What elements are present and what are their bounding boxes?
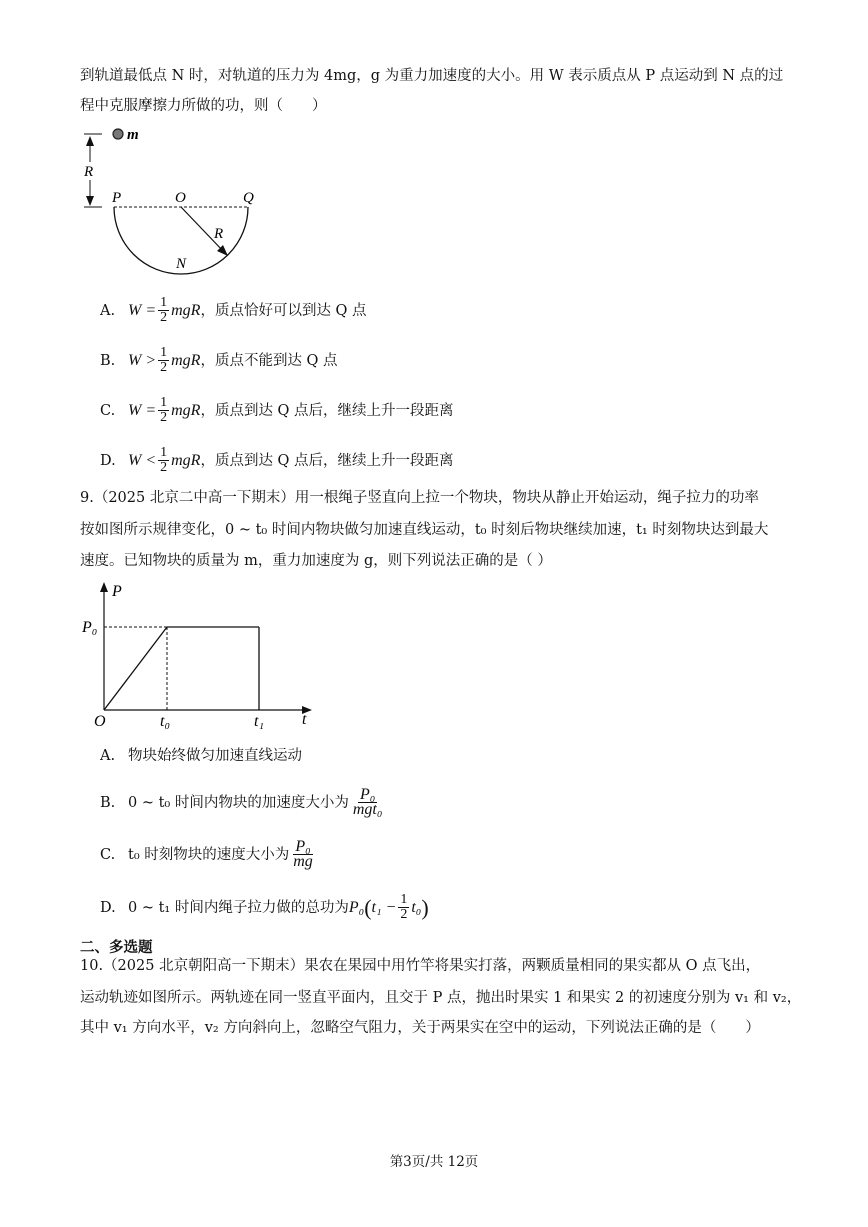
section-heading-multi-choice: 二、多选题 xyxy=(80,939,153,956)
fraction: $\frac{\text{P₀}}{mg}$ xyxy=(293,838,313,870)
left-paren: ( xyxy=(364,894,372,920)
label-Q: Q xyxy=(243,190,254,206)
q9-option-b[interactable]: B. 0 ~ t₀ 时间内物块的加速度大小为 $\frac{\text{P₀}}{\text{mgt₀}}$ xyxy=(100,786,383,818)
power-time-graph xyxy=(78,578,328,733)
q8-line-1: 到轨道最低点 N 时，对轨道的压力为 4mg，g 为重力加速度的大小。用 W 表示质点从 P 点运动到 N 点的过 xyxy=(80,68,784,84)
fraction: $\frac{1}{2}$ xyxy=(400,892,408,922)
label-m: m xyxy=(127,127,139,143)
label-t0: t₀ xyxy=(160,713,171,730)
fraction: $\frac{1}{2}$ xyxy=(160,295,168,325)
fraction: $\frac{\text{P₀}}{\text{mgt₀}}$ xyxy=(352,786,383,818)
label-R-radius: R xyxy=(214,226,224,242)
label-origin: O xyxy=(94,713,106,730)
label-P: P xyxy=(112,190,122,206)
label-R-vertical: R xyxy=(84,164,94,180)
label-O: O xyxy=(175,190,186,206)
q8-option-c[interactable]: C. W = $\frac{1}{2}$ mgR ，质点到达 Q 点后，继续上升一段距离 xyxy=(100,395,454,425)
q9-line-1: 9.（2025 北京二中高一下期末）用一根绳子竖直向上拉一个物块，物块从静止开始运动，绳子拉力的功率 xyxy=(80,490,759,506)
q9-line-3: 速度。已知物块的质量为 m，重力加速度为 g，则下列说法正确的是（ ） xyxy=(80,553,552,569)
q9-option-d[interactable]: D. 0 ~ t₁ 时间内绳子拉力做的总功为 P₀ ( t₁ − $\frac{1}{2}$ t₀ ) xyxy=(100,892,429,922)
q8-option-b[interactable]: B. W > $\frac{1}{2}$ mgR ，质点不能到达 Q 点 xyxy=(100,345,338,375)
label-N: N xyxy=(176,256,187,272)
q9-option-a[interactable]: A. 物块始终做匀加速直线运动 xyxy=(100,748,302,764)
fraction: $\frac{1}{2}$ xyxy=(160,345,168,375)
fraction: $\frac{1}{2}$ xyxy=(160,395,168,425)
q9-line-2: 按如图所示规律变化，0 ~ t₀ 时间内物块做匀加速直线运动，t₀ 时刻后物块继续加速，t₁ 时刻物块达到最大 xyxy=(80,522,769,538)
q10-line-1: 10.（2025 北京朝阳高一下期末）果农在果园中用竹竿将果实打落，两颗质量相同的果实都从 O 点飞出， xyxy=(80,958,761,974)
fraction: $\frac{1}{2}$ xyxy=(160,445,168,475)
semicircle-track-figure xyxy=(78,124,278,279)
q10-line-3: 其中 v₁ 方向水平，v₂ 方向斜向上，忽略空气阻力，关于两果实在空中的运动，下列说法正确的是（ ） xyxy=(80,1020,760,1036)
q8-line-2: 程中克服摩擦力所做的功，则（ ） xyxy=(80,98,327,114)
label-P0: P₀ xyxy=(82,619,98,636)
label-t1: t₁ xyxy=(254,713,265,730)
q8-option-d[interactable]: D. W < $\frac{1}{2}$ mgR ，质点到达 Q 点后，继续上升一段距离 xyxy=(100,445,454,475)
right-paren: ) xyxy=(421,894,429,920)
q9-option-c[interactable]: C. t₀ 时刻物块的速度大小为 $\frac{\text{P₀}}{mg}$ xyxy=(100,838,313,870)
q8-option-a[interactable]: A. W = $\frac{1}{2}$ mgR ，质点恰好可以到达 Q 点 xyxy=(100,295,367,325)
page-footer: 第3页/共 12页 xyxy=(389,1154,479,1170)
axis-label-P: P xyxy=(112,583,122,600)
ball-icon xyxy=(113,129,123,139)
axis-label-t: t xyxy=(302,711,307,728)
q10-line-2: 运动轨迹如图所示。两轨迹在同一竖直平面内，且交于 P 点，抛出时果实 1 和果实 2 的初速度分别为 v₁ 和 v₂， xyxy=(80,990,802,1006)
